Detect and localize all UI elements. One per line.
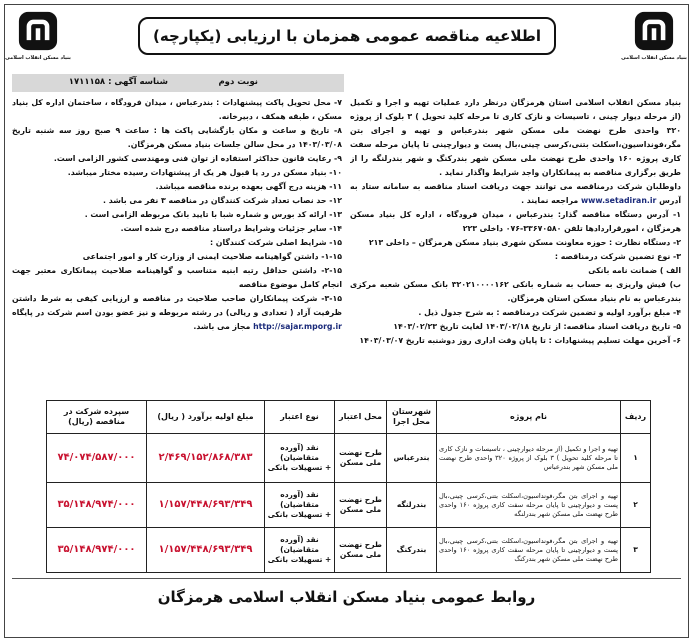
title-box	[138, 17, 556, 55]
logo-left	[5, 9, 71, 61]
cell-estimate: ۱/۱۵۷/۴۴۸/۶۹۳/۳۴۹	[147, 528, 265, 573]
notice-band	[12, 74, 344, 92]
list-item: ۱۵- شرایط اصلی شرکت کنندگان :	[209, 238, 342, 247]
cell-city: بندرعباس	[387, 434, 437, 483]
cell-credit-source: طرح نهضت ملی مسکن	[335, 434, 387, 483]
cell-credit-type	[265, 483, 335, 528]
list-item: ۲- دستگاه نظارت : حوزه معاونت مسکن شهری بنیاد مسکن هرمزگان – داخلی ۲۱۳	[368, 238, 681, 247]
table-row	[47, 434, 651, 483]
cell-credit-type	[265, 528, 335, 573]
credit-type-line: نقد (آورده متقاضیان)	[280, 443, 319, 462]
header-project: نام پروژه	[437, 401, 621, 434]
list-item: ۸- تاریخ و ساعت و مکان بازگشایی پاکت ها : ساعت ۹ صبح روز سه شنبه تاریخ ۱۴۰۳/۰۳/۰۸ در محل سالن جلسات بنیاد مسکن هرمزگان.	[12, 126, 342, 149]
right-text-column	[350, 96, 681, 394]
notice-round: نوبت دوم	[218, 77, 258, 87]
sajar-url: http://sajar.mporg.ir	[253, 322, 342, 331]
list-item: ۶- آخرین مهلت تسلیم پیشنهادات : تا پایان وقت اداری روز دوشنبه تاریخ ۱۴۰۳/۰۳/۰۷	[359, 336, 681, 345]
list-item: ۱۴- سایر جزئیات وشرایط دراسناد مناقصه درج شده است.	[120, 224, 342, 233]
list-item	[12, 292, 342, 334]
cell-deposit: ۳۵/۱۴۸/۹۷۴/۰۰۰	[47, 483, 147, 528]
list-item: الف ) ضمانت نامه بانکی	[588, 266, 681, 275]
cell-row-no: ۲	[621, 483, 651, 528]
credit-type-line: + تسهیلات بانکی	[267, 555, 332, 564]
documents-after: مراجعه نمایند .	[521, 196, 579, 205]
cell-estimate: ۱/۱۵۷/۴۴۸/۶۹۳/۳۴۹	[147, 483, 265, 528]
sajar-text: ۳-۱۵- شرکت پیمانکاران صاحب صلاحیت در مناقصه و ارزیابی کیفی به شرط داشتن ظرفیت آزاد ( تعدادی و ریالی) در رشته مربوطه و نیز عضو بودن اسم شرکت در پایگاه	[12, 294, 342, 317]
bonyad-maskan-logo-icon	[634, 9, 674, 53]
cell-city: بندرکنگ	[387, 528, 437, 573]
cell-estimate: ۲/۴۶۹/۱۵۲/۸۶۸/۳۸۳	[147, 434, 265, 483]
header-estimate: مبلغ اولیه برآورد ( ریال)	[147, 401, 265, 434]
logo-caption: بنیاد مسکن انقلاب اسلامی	[5, 55, 71, 61]
cell-row-no: ۳	[621, 528, 651, 573]
header-credit-source: محل اعتبار	[335, 401, 387, 434]
cell-credit-source: طرح نهضت ملی مسکن	[335, 483, 387, 528]
list-item: ۷- محل تحویل پاکت پیشنهادات : بندرعباس ، میدان فرودگاه ، ساختمان اداره کل بنیاد مسکن ، طبقه همکف ، دبیرخانه.	[12, 98, 342, 121]
bonyad-maskan-logo-icon	[18, 9, 58, 53]
cell-project-name: تهیه و اجرای بتن مگر،فونداسیون،اسکلت بتنی،کرسی چینی،بال پست و دیوارچینی تا پایان مرحله سفت کاری پروژه ۱۶۰ واحدی طرح نهضت ملی مسکن شهر بندرلنگه	[437, 483, 621, 528]
setad-url: www.setadiran.ir	[580, 196, 657, 205]
intro-paragraph: بنیاد مسکن انقلاب اسلامی استان هرمزگان درنظر دارد عملیات تهیه و اجرا و تکمیل (از مرحله دیوار چینی ، تاسیسات و نازک کاری تا مرحله کلید تحویل ) ۳ بلوک از پروژه ۳۲۰ واحدی طرح نهضت ملی مسکن شهر بندرعباس و تهیه و اجرای بتن مگر،فونداسیون،اسکلت بتنی،کرسی چینی،بال پست و دیوارچینی تا پایان مرحله سفت کاری پروژه ۱۶۰ واحدی طرح نهضت ملی مسکن شهر بندرکنگ و شهر بندرلنگه را از طریق برگزاری مناقصه به پیمانکاران واجد شرایط واگذار نماید .	[350, 98, 681, 177]
tender-table	[46, 400, 651, 573]
list-item: ب) فیش واریزی به حساب به شماره بانکی ۳۲۰۲۱۰۰۰۰۱۶۲ بانک مسکن شعبه مرکزی بندرعباس به نام بنیاد مسکن استان هرمزگان.	[350, 280, 681, 303]
list-item: ۴- مبلغ برآورد اولیه و تضمین شرکت درمناقصه : به شرح جدول ذیل .	[418, 308, 681, 317]
cell-city: بندرلنگه	[387, 483, 437, 528]
header-deposit: سپرده شرکت در مناقصه (ریال)	[47, 401, 147, 434]
table-row	[47, 483, 651, 528]
list-item: ۱۳- ارائه کد بورس و شماره شبا با تایید بانک مربوطه الزامی است .	[84, 210, 342, 219]
credit-type-line: + تسهیلات بانکی	[267, 463, 332, 472]
cell-deposit: ۷۴/۰۷۴/۵۸۷/۰۰۰	[47, 434, 147, 483]
footer-divider	[12, 578, 681, 579]
documents-text: داوطلبان شرکت درمناقصه می توانند جهت دریافت اسناد مناقصه به سامانه ستاد به آدرس	[350, 182, 681, 205]
list-item: ۹- رعایت قانون حداکثر استفاده از توان فنی ومهندسی کشور الزامی است.	[53, 154, 342, 163]
credit-type-line: نقد (آورده متقاضیان)	[280, 535, 319, 554]
header-city: شهرستان محل اجرا	[387, 401, 437, 434]
credit-type-line: + تسهیلات بانکی	[267, 510, 332, 519]
table-row	[47, 528, 651, 573]
credit-type-line: نقد (آورده متقاضیان)	[280, 490, 319, 509]
list-item: ۱-۱۵- داشتن گواهینامه صلاحیت ایمنی از وزارت کار و امور اجتماعی	[82, 252, 342, 261]
table-header-row	[47, 401, 651, 434]
sajar-after: مجاز می باشد.	[193, 322, 251, 331]
logo-caption: بنیاد مسکن انقلاب اسلامی	[621, 55, 687, 61]
left-text-column	[12, 96, 342, 394]
list-item: ۱۱- هزینه درج آگهی بعهده برنده مناقصه میباشد.	[155, 182, 342, 191]
page-title: اطلاعیه مناقصه عمومی همزمان با ارزیابی (یکپارچه)	[153, 27, 541, 45]
list-item: ۵- تاریخ دریافت اسناد مناقصه: از تاریخ ۱۴۰۳/۰۲/۱۸ لغایت تاریخ ۱۴۰۳/۰۲/۲۳	[393, 322, 681, 331]
ad-id: شناسه آگهی : ۱۷۱۱۱۵۸	[68, 77, 168, 87]
footer-signature: روابط عمومی بنیاد مسکن انقلاب اسلامی هرمزگان	[157, 588, 536, 606]
header-credit-type: نوع اعتبار	[265, 401, 335, 434]
list-item: ۱- آدرس دستگاه مناقصه گذار: بندرعباس ، میدان فرودگاه ، اداره کل بنیاد مسکن هرمزگان ، امورقراردادها تلفن ۳۳۶۷۰۵۸۰-۰۷۶ داخلی ۲۲۳	[350, 210, 681, 233]
cell-project-name: تهیه و اجرا و تکمیل (از مرحله دیوارچینی ، تاسیسات و نازک کاری تا مرحله کلید تحویل ) ۳ بلوک از پروژه ۳۲۰ واحدی طرح نهضت ملی مسکن شهر بندرعباس	[437, 434, 621, 483]
cell-credit-source: طرح نهضت ملی مسکن	[335, 528, 387, 573]
header-row-no: ردیف	[621, 401, 651, 434]
cell-deposit: ۳۵/۱۴۸/۹۷۴/۰۰۰	[47, 528, 147, 573]
cell-project-name: تهیه و اجرای بتن مگر،فونداسیون،اسکلت بتنی،کرسی چینی،بال پست و دیوارچینی تا پایان مرحله سفت کاری پروژه ۱۶۰ واحدی طرح نهضت ملی مسکن شهر بندرکنگ	[437, 528, 621, 573]
list-item: ۳- نوع تضمین شرکت درمناقصه :	[554, 252, 681, 261]
cell-row-no: ۱	[621, 434, 651, 483]
list-item: ۱۰- بنیاد مسکن در رد یا قبول هر یک از پیشنهادات رسیده مختار میباشد.	[67, 168, 342, 177]
logo-right	[621, 9, 687, 61]
documents-paragraph	[350, 180, 681, 208]
list-item: ۱۲- حد نصاب تعداد شرکت کنندگان در مناقصه ۳ نفر می باشد .	[103, 196, 342, 205]
list-item: ۲-۱۵- داشتن حداقل رتبه ابنیه متناسب و گواهینامه صلاحیت پیمانکاری معتبر جهت انجام کامل موضوع مناقصه	[12, 266, 342, 289]
cell-credit-type	[265, 434, 335, 483]
